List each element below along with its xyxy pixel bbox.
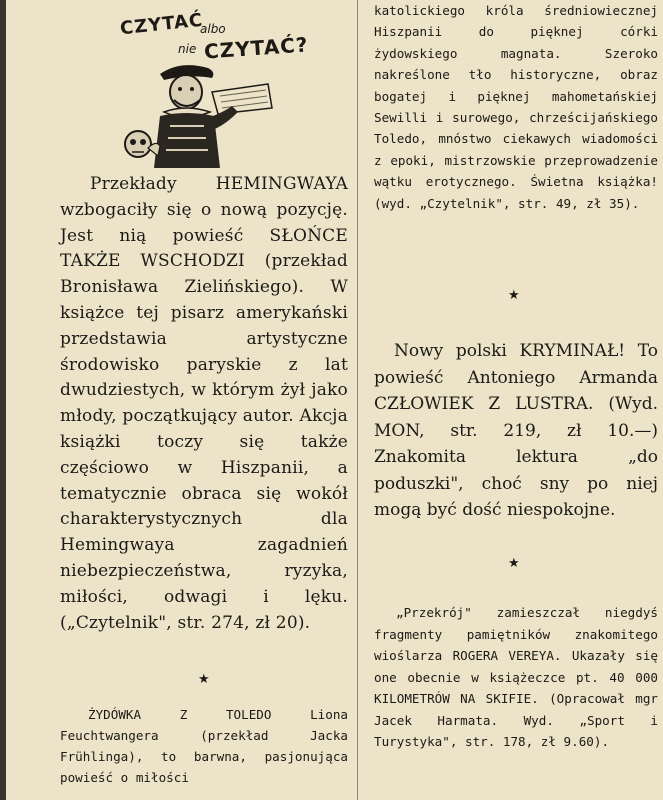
toledo-article-start: ŻYDÓWKA Z TOLEDO Liona Feuchtwangera (przekład Jacka Frühlinga), to barwna, pasjonująca powieść o miłości [60, 707, 348, 785]
logo-word-czytac-question: CZYTAĆ? [203, 32, 310, 64]
separator-star: ★ [198, 672, 210, 687]
crime-novel-article: Nowy polski KRYMINAŁ! To powieść Antoniego Armanda CZŁOWIEK Z LUSTRA. (Wyd. MON, str. 219, zł 10.—) Znakomita lektura „do poduszki", choć sny po niej mogą być dość niespokojne. [374, 341, 658, 520]
separator-star: ★ [508, 288, 520, 303]
logo-word-albo: albo [200, 22, 226, 36]
column-logo [120, 6, 310, 166]
toledo-article-continuation: katolickiego króla średniowiecznej Hiszpanii do pięknej córki żydowskiego magnata. Szeroko nakreślone tło historyczne, obraz bogatej i pięknej mahometańskiej Sewilli i surowego, chrześcijańskiego Toledo, mnóstwo ciekawych wiadomości z epoki, mistrzowskie przeprowadzenie wątku erotycznego. Świetna książka! (wyd. „Czytelnik", str. 49, zł 35). [374, 3, 658, 211]
rower-memoir-article: „Przekrój" zamieszczał niegdyś fragmenty pamiętników znakomitego wioślarza ROGERA VEREYA. Ukazały się one obecnie w książeczce pt. 40 000 KILOMETRÓW NA SKIFIE. (Opracował mgr Jacek Harmata. Wyd. „Sport i Turystyka", str. 178, zł 9.60). [374, 605, 658, 749]
hemingway-article: Przekłady HEMINGWAYA wzbogaciły się o nową pozycję. Jest nią powieść SŁOŃCE TAKŻE WSCHODZI (przekład Bronisława Zielińskiego). W książce tej pisarz amerykański przedstawia artystyczne środowisko paryskie z lat dwudziestych, w którym żył jako młody, początkujący autor. Akcja książki toczy się także częściowo w Hiszpanii, a tematycznie obraca się wokół charakterystycznych dla Hemingwaya zagadnień niebezpieczeństwa, ryzyka, miłości, odwagi i lęku. („Czytelnik", str. 274, zł 20). [60, 174, 348, 633]
separator-star: ★ [508, 556, 520, 571]
reader-illustration [120, 56, 290, 171]
logo-word-czytac: CZYTAĆ [119, 9, 205, 40]
column-divider [357, 0, 358, 800]
page-edge [0, 0, 6, 800]
logo-word-nie: nie [178, 42, 197, 56]
